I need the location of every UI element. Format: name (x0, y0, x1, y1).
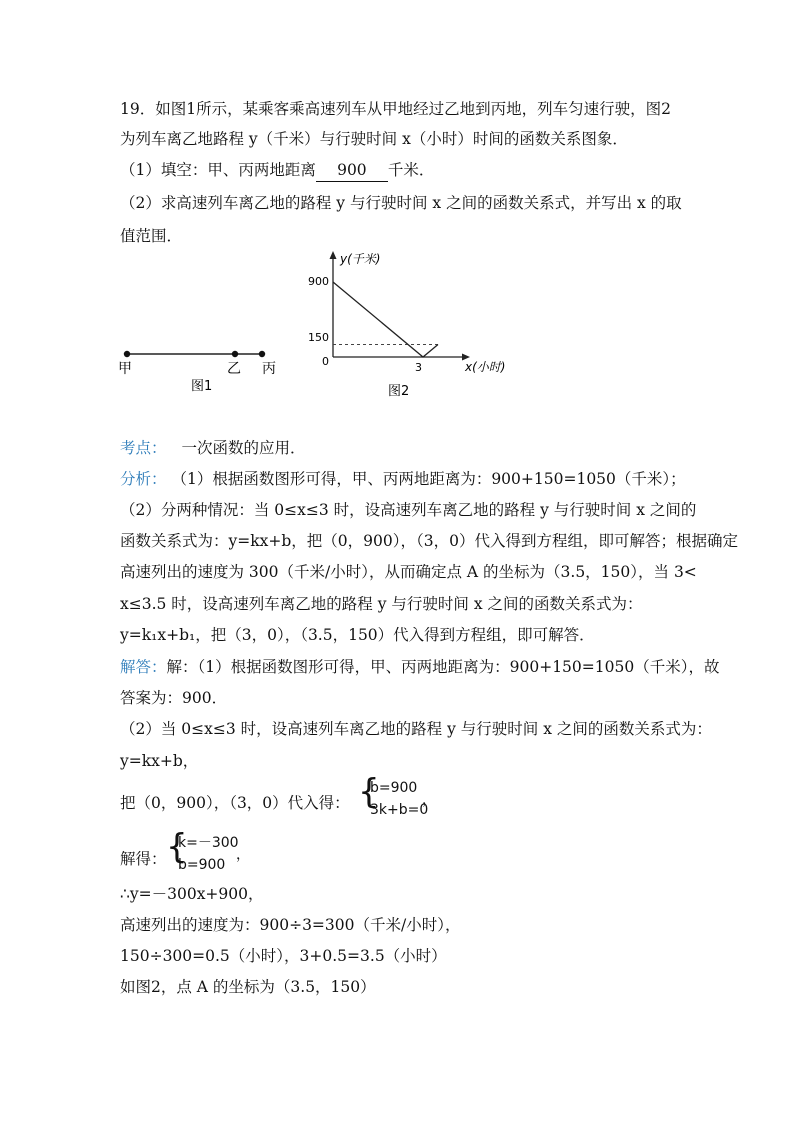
solve-line: 解得： (120, 850, 167, 868)
label-jia: 甲 (118, 361, 132, 377)
jieda-line-3: （2）当 0≤x≤3 时，设高速列车离乙地的路程 y 与行驶时间 x 之间的函数关系式为： (120, 720, 712, 738)
system-1-eq-1: b=900 (370, 780, 418, 796)
part1-answer: 900 (316, 159, 388, 182)
question-line-2: 为列车离乙地路程 y（千米）与行驶时间 x（小时）时间的函数关系图象． (120, 130, 628, 148)
y-axis-label: y(千米) (340, 252, 381, 266)
point-bing (259, 351, 265, 357)
system-1-eq-2: 3k+b=0 (370, 802, 429, 818)
kaodian-text: 一次函数的应用． (181, 439, 306, 457)
jieda-line-1 (120, 656, 719, 678)
question-part-2-line-2: 值范围． (120, 227, 183, 245)
fenxi-label: 分析： (120, 470, 167, 488)
jieda-line-2: 答案为：900． (120, 689, 228, 707)
jieda-line-4: y=kx+b， (120, 752, 199, 770)
function-graph (333, 282, 438, 357)
fenxi-line-4: 高速列出的速度为 300（千米/小时），从而确定点 A 的坐标为（3.5，150），当 3< (120, 563, 697, 581)
kaodian-line (120, 437, 305, 459)
fenxi-line-2: （2）分两种情况：当 0≤x≤3 时，设高速列车离乙地的路程 y 与行驶时间 x 之间的 (120, 501, 697, 519)
figure-1 (115, 340, 285, 400)
system-2-eq-2: b=900 (178, 857, 226, 873)
jieda-label: 解答： (120, 658, 167, 676)
time-line: 150÷300=0.5（小时），3+0.5=3.5（小时） (120, 947, 447, 965)
fenxi-text-1: （1）根据函数图形可得，甲、丙两地距离为：900+150=1050（千米）； (171, 470, 686, 488)
speed-line: 高速列出的速度为：900÷3=300（千米/小时）， (120, 916, 461, 934)
figure-2-caption: 图2 (388, 384, 410, 399)
fenxi-line-1 (120, 468, 686, 490)
equation-system-2 (166, 827, 256, 877)
fenxi-line-3: 函数关系式为：y=kx+b，把（0，900），（3，0）代入得到方程组，即可解答；根据确定 (120, 532, 738, 550)
question-line-1: 19．如图1所示，某乘客乘高速列车从甲地经过乙地到丙地，列车匀速行驶，图2 (120, 100, 671, 118)
point-jia (124, 351, 130, 357)
jieda-text-1: 解：（1）根据函数图形可得，甲、丙两地距离为：900+150=1050（千米），故 (166, 658, 720, 676)
therefore-line: ∴y=－300x+900， (120, 885, 264, 903)
part1-prefix: （1）填空：甲、丙两地距离 (120, 161, 316, 179)
system-1-tail: ， (422, 792, 436, 808)
point-a-line: 如图2，点 A 的坐标为（3.5，150） (120, 978, 376, 996)
tick-900: 900 (308, 275, 329, 288)
label-yi: 乙 (227, 361, 241, 377)
substitute-line: 把（0，900），（3，0）代入得： (120, 794, 350, 812)
figure-2 (300, 245, 530, 405)
label-bing: 丙 (262, 361, 276, 377)
part1-suffix: 千米． (387, 161, 435, 179)
question-part-1 (120, 159, 434, 182)
kaodian-label: 考点： (120, 439, 167, 457)
x-axis-label: x(小时) (465, 360, 506, 374)
system-1-brace: { (358, 772, 380, 812)
system-2-tail: ， (236, 847, 250, 863)
system-2-brace: { (166, 827, 188, 867)
figure-1-caption: 图1 (191, 379, 213, 394)
tick-3: 3 (415, 361, 422, 374)
tick-150: 150 (308, 331, 329, 344)
y-axis-arrow (330, 251, 337, 259)
fenxi-line-5: x≤3.5 时，设高速列车离乙地的路程 y 与行驶时间 x 之间的函数关系式为： (120, 595, 643, 613)
fenxi-line-6: y=k₁x+b₁，把（3，0），（3.5，150）代入得到方程组，即可解答． (120, 626, 595, 644)
question-part-2-line-1: （2）求高速列车离乙地的路程 y 与行驶时间 x 之间的函数关系式，并写出 x 的取 (120, 194, 682, 212)
tick-0: 0 (322, 355, 329, 368)
equation-system-1 (358, 772, 448, 822)
point-yi (232, 351, 238, 357)
system-2-eq-1: k=－300 (178, 835, 239, 851)
